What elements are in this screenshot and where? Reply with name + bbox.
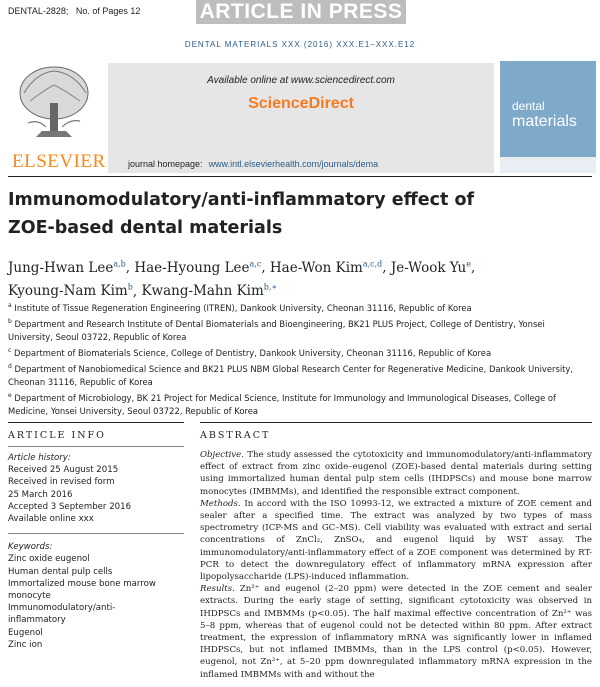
affiliations [8,299,588,419]
elsevier-tree-icon [16,63,91,143]
journal-cover: dental materials [500,61,596,173]
author-list: Jung-Hwan Lee$^{a,b}$, Hae-Hyoung Lee$^{a,c}$, Hae-Won Kim$^{a,c,d}$, Je-Wook Yu$^e$, Kyoung-Nam Kim$^b$, Kwang-Mahn Kim$^{b,∗}$ [8,259,476,299]
elsevier-wordmark: ELSEVIER [12,151,106,172]
affiliation: $^b$ Department and Research Institute of Dental Biomaterials and Bioengineering, BK21 PLUS Project, College of Dentistry, Yonsei University, Seoul 03722, Republic of Korea [8,318,545,342]
keyword: monocyte [8,591,51,602]
abstract-results: Results. Zn²⁺ and eugenol (2–20 ppm) were detected in the ZOE cement and sealer extracts. During the early stage of setting, significant cytotoxicity was observed in IHDPSCs and IMBMMs (p<0.05). The half maximal effective concentration of Zn²⁺ was 5–8 ppm, whereas that of eugenol could not be detected within 80 ppm. After extract treatment, the expression of inflammatory mRNA was significantly lower in inflamed IHDPSCs, but not inflamed IMBMMs, than in the LPS control (p<0.05). However, eugenol, not Zn²⁺, at 5–20 ppm downregulated inflammatory mRNA expression in the inflamed IMBMMs with and without the [200,584,592,680]
keyword: Human dental pulp cells [8,566,113,577]
keyword: Zinc ion [8,639,43,650]
journal-homepage-link[interactable]: www.intl.elsevierhealth.com/journals/dema [208,159,379,169]
article-info-subrule [8,446,184,447]
sciencedirect-panel [108,63,494,173]
abstract-methods: Methods. In accord with the ISO 10993-12, we extracted a mixture of ZOE cement and sealer after a specified time. The extract was analyzed by two types of mass spectrometry (ICP-MS and GC–MS). Cell viability was evaluated with extract and serial concentrations of ZnCl₂, ZnSO₄, and eugenol liquid by WST assay. The immunomodulatory/anti-inflammatory effect of a ZOE component was determined by RT-PCR to detect the downregulatory effect of inflammatory mRNA expression after lipopolysaccharide (LPS)-induced inflammation. [200,498,593,583]
article-history-label: Article history: [8,453,71,463]
article-in-press-banner: ARTICLE IN PRESS [196,0,406,24]
journal-citation: DENTAL MATERIALS XXX (2016) XXX.E1–XXX.E12 [184,40,416,49]
keywords-label: Keywords: [8,542,53,553]
abstract-rule [200,422,592,423]
author[interactable]: Hae-Won Kim$^{a,c,d}$ [269,259,383,276]
article-info-heading: ARTICLE INFO [8,430,106,441]
affiliation: $^a$ Institute of Tissue Regeneration Engineering (ITREN), Dankook University, Cheonan 31116, Republic of Korea [8,302,472,313]
affiliation: $^c$ Department of Biomaterials Science, College of Dentistry, Dankook University, Cheonan 31116, Republic of Korea [8,347,492,358]
keyword: Eugenol [8,627,43,638]
history-item: 25 March 2016 [8,489,73,500]
elsevier-logo [6,59,106,172]
article-code: DENTAL-2828; No. of Pages 12 [8,6,141,16]
author[interactable]: Jung-Hwan Lee$^{a,b}$ [8,259,126,276]
keyword: Zinc oxide eugenol [8,554,90,565]
keyword: Immunomodulatory/anti- [8,603,116,614]
keyword: Immortalized mouse bone marrow [8,578,156,589]
running-header [0,0,600,24]
author[interactable]: Kyoung-Nam Kim$^b$ [8,282,133,299]
sciencedirect-logo: ScienceDirect [248,95,354,112]
history-item: Accepted 3 September 2016 [8,501,132,512]
abstract-heading: ABSTRACT [200,430,271,441]
abstract-objective: Objective. The study assessed the cytotoxicity and immunomodulatory/anti-inflammatory effect of extract from zinc oxide–eugenol (ZOE)-based dental materials during setting using immortalized human dental pulp stem cells (IHDPSCs) and mouse bone marrow monocytes (IMBMMs), and identified the responsible extract component. [200,450,592,497]
masthead-divider [8,176,592,177]
affiliation: $^e$ Department of Microbiology, BK 21 Project for Medical Science, Institute for Immunology and Immunological Diseases, College of Medicine, Yonsei University, Seoul 03722, Republic of Korea [8,392,556,417]
author[interactable]: Kwang-Mahn Kim$^{b,∗}$ [141,282,277,299]
article-info-rule [8,422,184,423]
available-online-text: Available online at www.sciencedirect.com [207,75,395,86]
journal-homepage: journal homepage: www.intl.elsevierhealth.com/journals/dema [128,159,379,169]
abstract-body [200,449,592,681]
keywords-rule [8,533,184,534]
history-item: Received in revised form [8,477,115,488]
author[interactable]: Hae-Hyoung Lee$^{a,c}$ [134,259,262,276]
author[interactable]: Je-Wook Yu$^e$ [390,259,471,276]
history-item: Received 25 August 2015 [8,465,119,476]
article-title: Immunomodulatory/anti-inflammatory effect of ZOE-based dental materials [8,190,475,238]
masthead [0,57,600,175]
affiliation: $^d$ Department of Nanobiomedical Science and BK21 PLUS NBM Global Research Center for Regenerative Medicine, Dankook University, Cheonan 31116, Republic of Korea [8,363,574,388]
keyword: inflammatory [8,615,66,626]
article-info [8,452,184,651]
history-item: Available online xxx [8,514,94,525]
